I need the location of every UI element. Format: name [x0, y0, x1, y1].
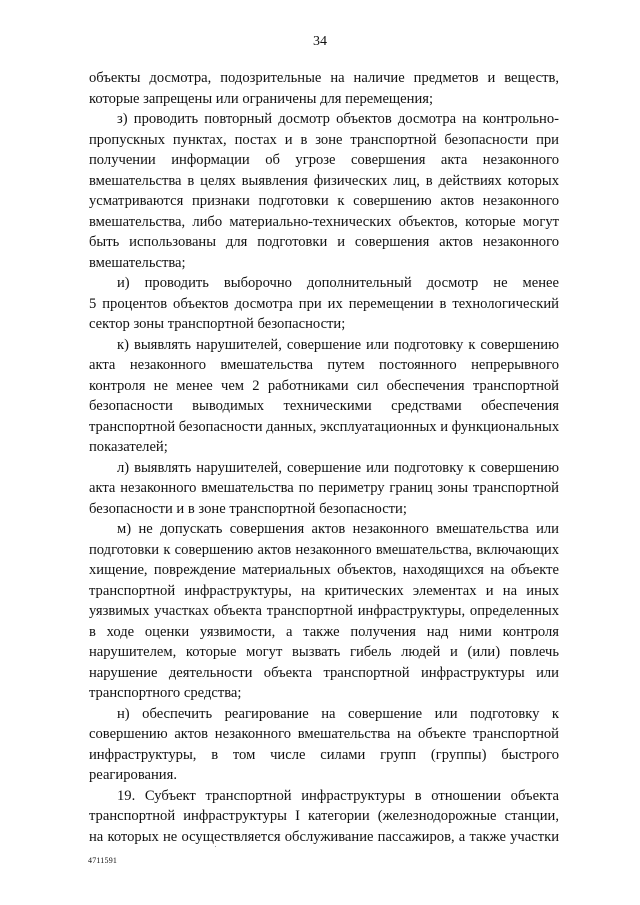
text-line: быть использованы для подготовки и совершения актов незаконного: [89, 234, 559, 250]
text-line: нарушителем, которые могут вызвать гибель людей и (или) повлечь: [89, 644, 559, 660]
paragraph: [89, 273, 559, 335]
text-line: к) выявлять нарушителей, совершение или подготовку к совершению: [117, 336, 559, 353]
text-line: показателей;: [89, 439, 168, 455]
text-line: з) проводить повторный досмотр объектов досмотра на контрольно-: [117, 111, 559, 127]
text-line: вмешательства в целях выявления физических лиц, в действиях которых: [89, 172, 559, 189]
paragraph: [89, 704, 559, 786]
text-line: получении информации об угрозе совершения акта незаконного: [89, 152, 559, 168]
paragraph: [89, 519, 559, 704]
paragraph: [89, 335, 559, 458]
text-line: акта незаконного вмешательства путем постоянного непрерывного: [89, 357, 559, 373]
paragraph: [89, 458, 559, 520]
text-line: л) выявлять нарушителей, совершение или подготовку к совершению: [117, 459, 559, 476]
text-line: н) обеспечить реагирование на совершение или подготовку к: [117, 705, 559, 722]
text-line: и) проводить выборочно дополнительный досмотр не менее: [117, 275, 559, 291]
text-line: 5 процентов объектов досмотра при их перемещении в технологический: [89, 295, 559, 312]
scan-speck: [215, 846, 216, 847]
text-line: нарушение деятельности объекта транспортной инфраструктуры или: [89, 664, 559, 681]
text-line: вмешательства;: [89, 254, 186, 271]
text-line: транспортной безопасности данных, эксплуатационных и функциональных: [89, 418, 560, 435]
text-line: транспортной инфраструктуры, на критических элементах и на иных: [89, 582, 559, 599]
text-line: усматриваются признаки подготовки к совершению актов незаконного: [89, 193, 559, 209]
paragraph: [89, 786, 559, 848]
text-line: на которых не осуществляется обслуживание пассажиров, а также участки: [89, 828, 559, 845]
text-line: подготовки к совершению актов незаконного вмешательства, включающих: [89, 541, 559, 558]
text-line: в ходе оценки уязвимости, а также получения над ними контроля: [89, 623, 559, 640]
text-line: контроля не менее чем 2 работниками сил обеспечения транспортной: [89, 377, 559, 394]
text-line: пропускных пунктах, постах и в зоне транспортной безопасности при: [89, 131, 559, 148]
page-number: 34: [313, 34, 327, 49]
text-line: которые запрещены или ограничены для перемещения;: [89, 90, 434, 107]
text-line: м) не допускать совершения актов незаконного вмешательства или: [117, 521, 559, 537]
text-line: объекты досмотра, подозрительные на наличие предметов и веществ,: [89, 70, 559, 86]
text-line: сектор зоны транспортной безопасности;: [89, 316, 346, 332]
text-line: безопасности выводимых техническими средствами обеспечения: [89, 398, 559, 414]
footer-document-code: 4711591: [88, 856, 118, 865]
paragraph: [89, 109, 559, 273]
text-line: транспортного средства;: [89, 685, 242, 701]
text-line: хищение, повреждение материальных объектов, находящихся на объекте: [89, 562, 559, 578]
text-line: 19. Субъект транспортной инфраструктуры в отношении объекта: [117, 787, 559, 804]
text-line: совершению актов незаконного вмешательства на объекте транспортной: [89, 726, 559, 742]
text-line: безопасности и в зоне транспортной безопасности;: [89, 500, 407, 517]
text-line: уязвимых участках объекта транспортной инфраструктуры, определенных: [89, 603, 559, 619]
text-line: вмешательства, либо материально-технических объектов, которые могут: [89, 213, 559, 230]
text-line: инфраструктуры, в том числе силами групп (группы) быстрого: [89, 746, 559, 763]
paragraph: [89, 68, 559, 109]
document-body: [89, 68, 559, 847]
text-line: акта незаконного вмешательства по периметру границ зоны транспортной: [89, 480, 559, 496]
text-line: реагирования.: [89, 767, 177, 783]
text-line: транспортной инфраструктуры I категории (железнодорожные станции,: [89, 808, 559, 824]
